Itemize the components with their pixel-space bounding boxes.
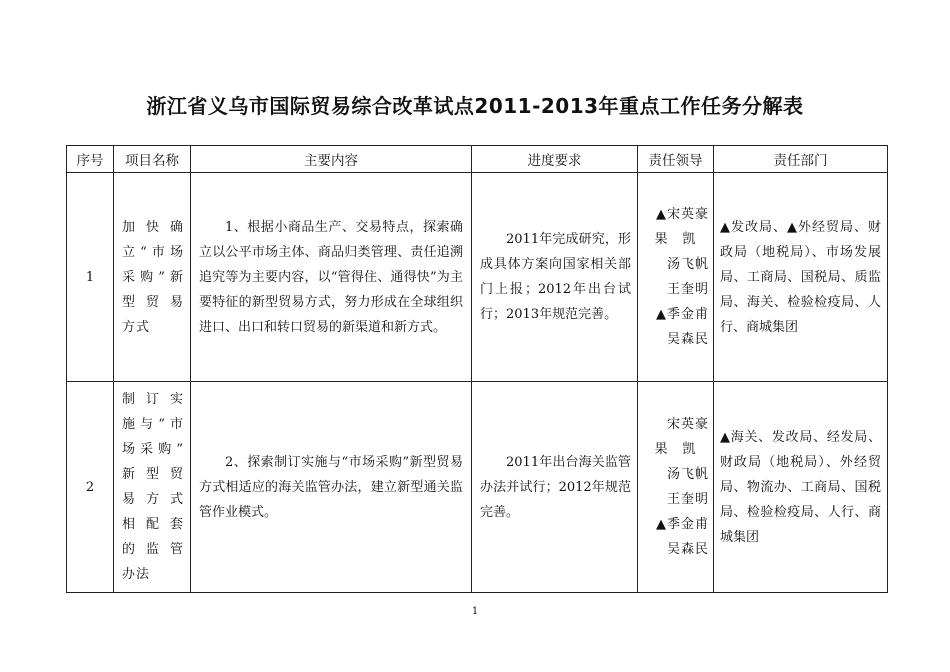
project-name-line: 型贸易 bbox=[122, 294, 184, 310]
header-progress: 进度要求 bbox=[472, 146, 638, 173]
leader-name: 吴森民 bbox=[666, 542, 709, 557]
project-name-line: 的监管 bbox=[122, 542, 184, 557]
document-title: 浙江省义乌市国际贸易综合改革试点2011-2013年重点工作任务分解表 bbox=[146, 94, 804, 118]
table-row bbox=[67, 173, 888, 382]
main-content bbox=[191, 382, 472, 593]
project-name-line: 方式 bbox=[122, 319, 151, 335]
progress-text: 2011年出台海关监管办法并试行；2012年规范完善。 bbox=[480, 454, 631, 520]
responsible-leaders bbox=[638, 382, 714, 593]
project-name bbox=[114, 382, 191, 593]
project-name-line: 办法 bbox=[122, 567, 151, 582]
leader-name: 王奎明 bbox=[666, 282, 709, 297]
header-no: 序号 bbox=[67, 146, 114, 173]
leader-name: 汤飞帆 bbox=[666, 257, 709, 272]
responsible-leaders bbox=[638, 173, 714, 382]
header-project-name: 项目名称 bbox=[114, 146, 191, 173]
project-name-line: 相配套 bbox=[122, 517, 184, 532]
leader-name: 吴森民 bbox=[666, 332, 709, 347]
responsible-departments: ▲海关、发改局、经发局、财政局（地税局）、外经贸局、物流办、工商局、国税局、检验检疫局、人行、商城集团 bbox=[714, 382, 888, 593]
main-content-text: 1、根据小商品生产、交易特点，探索确立以公平市场主体、商品归类管理、责任追溯追究等为主要内容，以“管得住、通得快”为主要特征的新型贸易方式，努力形成在全球组织进口、出口和转口贸易的新渠道和新方式。 bbox=[199, 219, 463, 335]
header-main-content: 主要内容 bbox=[191, 146, 472, 173]
leader-name: ▲宋英豪 bbox=[656, 207, 709, 222]
progress-requirement bbox=[472, 173, 638, 382]
project-name-line: 加快确 bbox=[122, 219, 184, 235]
project-name-line: 新型贸 bbox=[122, 467, 184, 482]
leader-name: 王奎明 bbox=[666, 492, 709, 507]
responsible-departments: ▲发改局、▲外经贸局、财政局（地税局）、市场发展局、工商局、国税局、质监局、海关、检验检疫局、人行、商城集团 bbox=[714, 173, 888, 382]
progress-requirement bbox=[472, 382, 638, 593]
leader-name: 果 凯 bbox=[654, 232, 697, 247]
table-header-row bbox=[67, 146, 888, 173]
table-row bbox=[67, 382, 888, 593]
project-name-line: 制订实 bbox=[122, 392, 184, 407]
task-table bbox=[66, 145, 888, 593]
project-name bbox=[114, 173, 191, 382]
leader-name: 果 凯 bbox=[654, 442, 697, 457]
project-name-line: 采购”新 bbox=[122, 269, 184, 285]
row-number: 1 bbox=[67, 173, 114, 382]
project-name-line: 易方式 bbox=[122, 492, 184, 507]
header-leader: 责任领导 bbox=[638, 146, 714, 173]
project-name-line: 立“市场 bbox=[122, 244, 184, 260]
leader-name: ▲季金甫 bbox=[656, 517, 709, 532]
row-number: 2 bbox=[67, 382, 114, 593]
progress-text: 2011年完成研究，形成具体方案向国家相关部门上报；2012年出台试行；2013年规范完善。 bbox=[480, 232, 631, 322]
page-number: 1 bbox=[471, 606, 479, 617]
leader-name: ▲季金甫 bbox=[656, 307, 709, 322]
main-content-text: 2、探索制订实施与“市场采购”新型贸易方式相适应的海关监管办法，建立新型通关监管作业模式。 bbox=[199, 454, 463, 520]
project-name-line: 施与“市 bbox=[122, 417, 184, 432]
project-name-line: 场采购” bbox=[122, 442, 184, 457]
leader-name: 宋英豪 bbox=[666, 417, 709, 432]
main-content bbox=[191, 173, 472, 382]
header-department: 责任部门 bbox=[714, 146, 888, 173]
leader-name: 汤飞帆 bbox=[666, 467, 709, 482]
